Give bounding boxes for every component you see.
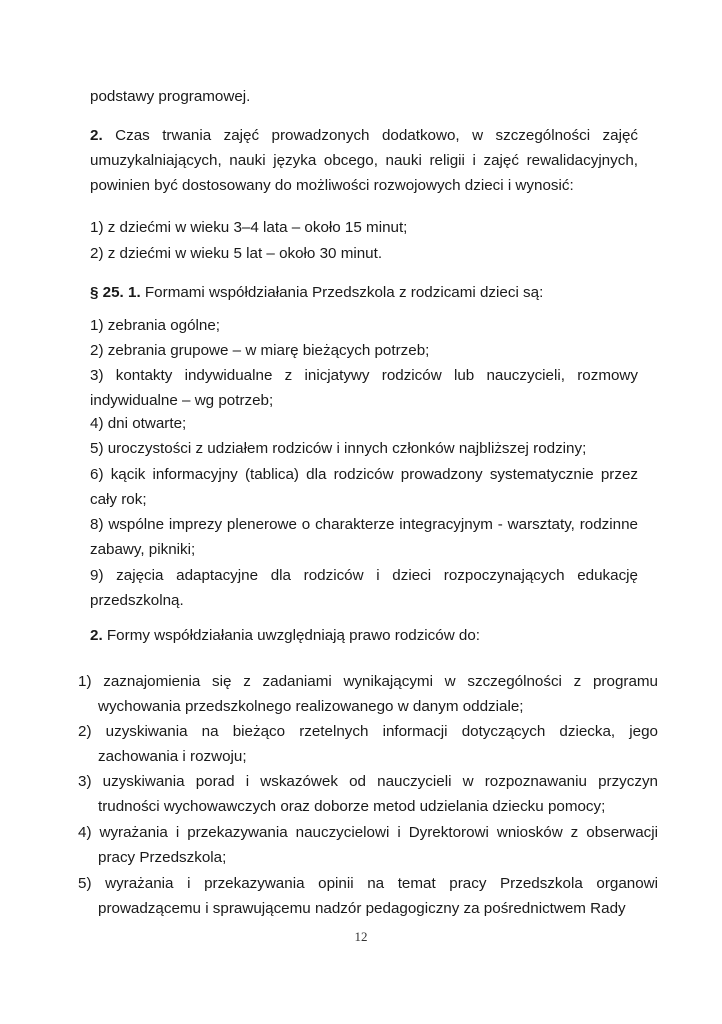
paragraph-25-2-heading bbox=[90, 623, 638, 648]
intro-line: podstawy programowej. bbox=[90, 88, 251, 105]
page-number: 12 bbox=[354, 929, 368, 944]
form-item: 6) kącik informacyjny (tablica) dla rodziców prowadzony systematycznie przez cały rok; bbox=[90, 466, 638, 508]
right-item: 5) wyrażania i przekazywania opinii na temat pracy Przedszkola organowi prowadzącemu i sprawującemu nadzór pedagogiczny za pośrednictwem Rady bbox=[78, 875, 658, 917]
paragraph-25-number: § 25. 1. bbox=[90, 284, 141, 301]
section-2-number: 2. bbox=[90, 127, 103, 144]
paragraph-25-2-number: 2. bbox=[90, 627, 103, 644]
section-2-text: Czas trwania zajęć prowadzonych dodatkowo, w szczególności zajęć umuzykalniających, nauki języka obcego, nauki religii i zajęć rewalidacyjnych, powinien być dostosowany do możliwości rozwojowych dzieci i wynosić: bbox=[90, 127, 638, 194]
form-item: 3) kontakty indywidualne z inicjatywy rodziców lub nauczycieli, rozmowy indywidualne – wg potrzeb; bbox=[90, 367, 638, 409]
form-item: 5) uroczystości z udziałem rodziców i innych członków najbliższej rodziny; bbox=[90, 440, 587, 457]
right-item: 1) zaznajomienia się z zadaniami wynikającymi w szczególności z programu wychowania przedszkolnego realizowanego w danym oddziale; bbox=[78, 673, 658, 715]
section-2-paragraph bbox=[90, 123, 638, 198]
paragraph-25-heading bbox=[90, 280, 638, 305]
duration-item: 2) z dziećmi w wieku 5 lat – około 30 minut. bbox=[90, 245, 383, 262]
right-item: 2) uzyskiwania na bieżąco rzetelnych informacji dotyczących dziecka, jego zachowania i rozwoju; bbox=[78, 723, 658, 765]
form-item: 4) dni otwarte; bbox=[90, 415, 187, 432]
paragraph-25-2-text: Formy współdziałania uwzględniają prawo rodziców do: bbox=[106, 627, 481, 644]
right-item: 3) uzyskiwania porad i wskazówek od nauczycieli w rozpoznawaniu przyczyn trudności wychowawczych oraz doborze metod udzielania dziecku pomocy; bbox=[78, 773, 658, 815]
form-item: 8) wspólne imprezy plenerowe o charakterze integracyjnym - warsztaty, rodzinne zabawy, pikniki; bbox=[90, 516, 638, 558]
form-item: 2) zebrania grupowe – w miarę bieżących potrzeb; bbox=[90, 342, 430, 359]
right-item: 4) wyrażania i przekazywania nauczycielowi i Dyrektorowi wniosków z obserwacji pracy Przedszkola; bbox=[78, 824, 658, 866]
paragraph-25-text: Formami współdziałania Przedszkola z rodzicami dzieci są: bbox=[144, 284, 544, 301]
duration-item: 1) z dziećmi w wieku 3–4 lata – około 15 minut; bbox=[90, 219, 408, 236]
form-item: 9) zajęcia adaptacyjne dla rodziców i dzieci rozpoczynających edukację przedszkolną. bbox=[90, 567, 638, 609]
form-item: 1) zebrania ogólne; bbox=[90, 317, 221, 334]
